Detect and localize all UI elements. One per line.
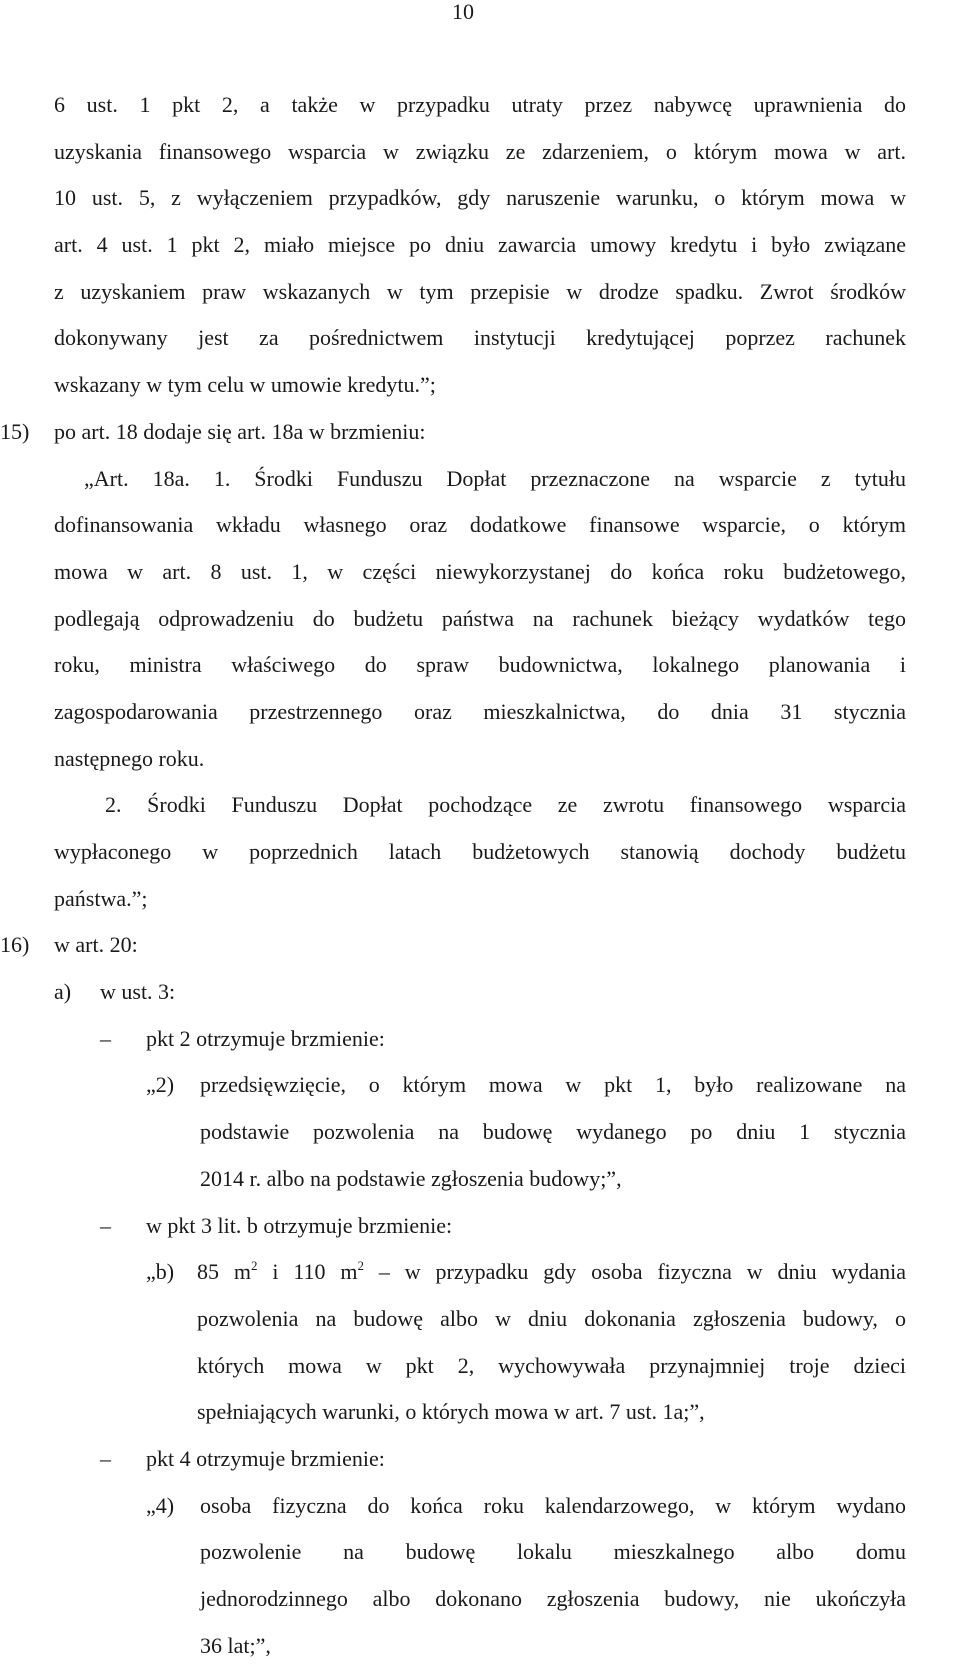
text-fragment: i 110 m: [257, 1259, 358, 1285]
text-line: po art. 18 dodaje się art. 18a w brzmieniu:: [54, 418, 426, 444]
text-line: podlegają odprowadzeniu do budżetu państwa na rachunek bieżący wydatków tego: [54, 605, 906, 631]
text-line-with-superscripts: [197, 1249, 906, 1299]
text-line: pozwolenie na budowę lokalu mieszkalnego albo domu: [200, 1539, 906, 1565]
text-line: spełniających warunki, o których mowa w art. 7 ust. 1a;”,: [197, 1399, 705, 1425]
list-item-16: [0, 922, 960, 969]
list-item-15: [0, 409, 960, 456]
text-line: państwa.”;: [54, 885, 148, 911]
text-line: w art. 20:: [54, 932, 138, 958]
text-line: których mowa w pkt 2, wychowywała przynajmniej troje dzieci: [197, 1352, 906, 1378]
superscript: 2: [251, 1258, 258, 1274]
list-number: 16): [0, 932, 30, 958]
text-line: wskazany w tym celu w umowie kredytu.”;: [54, 372, 436, 398]
text-fragment: – w przypadku gdy osoba fizyczna w dniu wydania: [364, 1259, 906, 1285]
text-line: mowa w art. 8 ust. 1, w części niewykorzystanej do końca roku budżetowego,: [54, 558, 906, 584]
text-line: osoba fizyczna do końca roku kalendarzowego, w którym wydano: [200, 1492, 906, 1518]
quoted-marker: „4): [146, 1492, 175, 1518]
text-line: 2014 r. albo na podstawie zgłoszenia budowy;”,: [200, 1165, 622, 1191]
list-letter: a): [54, 979, 72, 1005]
list-number: 15): [0, 418, 30, 444]
quoted-item-4: [0, 1483, 960, 1530]
text-line: 10 ust. 5, z wyłączeniem przypadków, gdy naruszenie warunku, o którym mowa w: [54, 185, 906, 211]
text-line: w pkt 3 lit. b otrzymuje brzmienie:: [146, 1212, 453, 1238]
text-line: pozwolenia na budowę albo w dniu dokonania zgłoszenia budowy, o: [197, 1305, 906, 1331]
text-line: z uzyskaniem praw wskazanych w tym przepisie w drodze spadku. Zwrot środków: [54, 278, 906, 304]
dash-marker: –: [100, 1445, 111, 1471]
text-line: roku, ministra właściwego do spraw budownictwa, lokalnego planowania i: [54, 652, 906, 678]
list-item-a: [0, 969, 960, 1016]
dash-marker: –: [100, 1025, 111, 1051]
text-line: zagospodarowania przestrzennego oraz mieszkalnictwa, do dnia 31 stycznia: [54, 698, 906, 724]
text-line: dofinansowania wkładu własnego oraz dodatkowe finansowe wsparcie, o którym: [54, 512, 906, 538]
dash-item: [0, 1016, 960, 1063]
text-line: 36 lat;”,: [200, 1632, 271, 1658]
superscript: 2: [357, 1258, 365, 1274]
document-body: [0, 82, 960, 1669]
text-line: następnego roku.: [54, 745, 205, 771]
text-line: podstawie pozwolenia na budowę wydanego po dniu 1 stycznia: [200, 1119, 906, 1145]
text-line: art. 4 ust. 1 pkt 2, miało miejsce po dniu zawarcia umowy kredytu i było związane: [54, 232, 906, 258]
text-line: pkt 2 otrzymuje brzmienie:: [146, 1025, 385, 1051]
text-line: przedsięwzięcie, o którym mowa w pkt 1, było realizowane na: [200, 1072, 906, 1098]
dash-item: [0, 1203, 960, 1250]
page-number: 10: [452, 0, 474, 24]
text-line: wypłaconego w poprzednich latach budżetowych stanowią dochody budżetu: [54, 839, 906, 864]
text-line: pkt 4 otrzymuje brzmienie:: [146, 1445, 385, 1471]
text-line: 6 ust. 1 pkt 2, a także w przypadku utraty przez nabywcę uprawnienia do: [54, 92, 906, 117]
quoted-marker: „b): [146, 1259, 175, 1285]
quoted-item-2: [0, 1062, 960, 1109]
text-line: jednorodzinnego albo dokonano zgłoszenia budowy, nie ukończyła: [200, 1586, 906, 1611]
text-line: uzyskania finansowego wsparcia w związku ze zdarzeniem, o którym mowa w art.: [54, 138, 906, 164]
text-line: „Art. 18a. 1. Środki Funduszu Dopłat przeznaczone na wsparcie z tytułu: [84, 465, 906, 491]
text-line: 2. Środki Funduszu Dopłat pochodzące ze zwrotu finansowego wsparcia: [105, 792, 906, 818]
dash-item: [0, 1436, 960, 1483]
quoted-marker: „2): [146, 1072, 175, 1098]
text-line: dokonywany jest za pośrednictwem instytucji kredytującej poprzez rachunek: [54, 325, 906, 351]
text-line: w ust. 3:: [100, 979, 176, 1005]
quoted-item-b: [0, 1249, 960, 1296]
text-fragment: 85 m: [197, 1259, 251, 1285]
dash-marker: –: [100, 1212, 111, 1238]
